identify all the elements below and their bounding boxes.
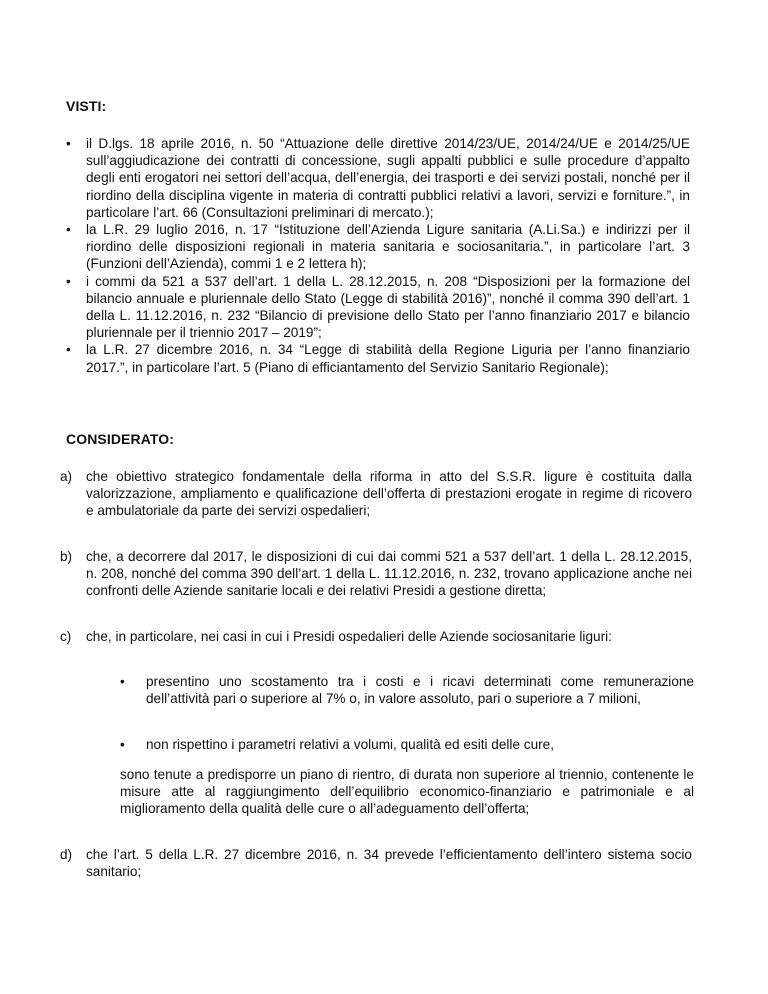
visti-item-text: la L.R. 27 dicembre 2016, n. 34 “Legge di stabilità della Regione Liguria per l’anno finanziario 2017.”, in particolare l’art. 5 (Piano di efficiantamento del Servizio Sanitario Regionale); xyxy=(86,342,690,375)
list-item xyxy=(66,135,690,221)
bullet-icon: • xyxy=(120,674,125,689)
list-item xyxy=(120,673,694,707)
list-item xyxy=(120,736,694,753)
list-item xyxy=(66,221,690,273)
item-marker: c) xyxy=(60,629,72,644)
sub-bullet-text: non rispettino i parametri relativi a volumi, qualità ed esiti delle cure, xyxy=(146,737,555,752)
considerato-item-text: che obiettivo strategico fondamentale della riforma in atto del S.S.R. ligure è costituita dalla valorizzazione, ampliamento e qualificazione dell’offerta di prestazioni erogate in regime di ricovero e ambulatoriale da parte dei servizi ospedalieri; xyxy=(86,469,692,519)
considerato-item-c xyxy=(60,628,692,645)
list-item xyxy=(66,341,690,375)
considerato-item-b xyxy=(60,548,692,600)
considerato-item-text: che, a decorrere dal 2017, le disposizioni di cui dai commi 521 a 537 dell’art. 1 della L. 28.12.2015, n. 208, nonché del comma 390 dell’art. 1 della L. 11.12.2016, n. 232, trovano applicazione anche nei confronti delle Aziende sanitarie locali e dei relativi Presidi a gestione diretta; xyxy=(86,549,692,599)
visti-list xyxy=(66,135,690,376)
bullet-icon: • xyxy=(66,222,71,238)
item-marker: b) xyxy=(60,549,73,564)
considerato-item-text: che, in particolare, nei casi in cui i Presidi ospedalieri delle Aziende sociosanitarie liguri: xyxy=(86,629,612,644)
visti-heading: VISTI: xyxy=(66,98,107,114)
sub-bullet-list-2 xyxy=(120,736,694,753)
bullet-icon: • xyxy=(66,273,71,289)
bullet-icon: • xyxy=(66,342,71,358)
considerato-heading: CONSIDERATO: xyxy=(66,431,175,447)
considerato-item-text: che l’art. 5 della L.R. 27 dicembre 2016, n. 34 prevede l’efficientamento dell’intero sistema socio sanitario; xyxy=(86,847,692,880)
sub-bullet-list-1 xyxy=(120,673,694,707)
item-marker: a) xyxy=(60,469,73,484)
visti-item-text: la L.R. 29 luglio 2016, n. 17 “Istituzione dell’Azienda Ligure sanitaria (A.Li.Sa.) e indirizzi per il riordino delle disposizioni regionali in materia sanitaria e sociosanitaria.”, in particolare l’art. 3 (Funzioni dell’Azienda), commi 1 e 2 lettera h); xyxy=(86,222,690,272)
list-item xyxy=(66,273,690,342)
item-marker: d) xyxy=(60,847,73,862)
bullet-icon: • xyxy=(66,136,71,151)
considerato-continuation: sono tenute a predisporre un piano di rientro, di durata non superiore al triennio, contenente le misure atte al raggiungimento dell’equilibrio economico-finanziario e patrimoniale e al miglioramento della qualità delle cure o all’adeguamento dell’offerta; xyxy=(120,767,694,817)
considerato-item-a xyxy=(60,468,692,520)
visti-item-text: il D.lgs. 18 aprile 2016, n. 50 “Attuazione delle direttive 2014/23/UE, 2014/24/UE e 2014/25/UE sull’aggiudicazione dei contratti di concessione, sugli appalti pubblici e sulle procedure d’appalto degli enti erogatori nei settori dell’acqua, dell’energia, dei trasporti e dei servizi postali, nonché per il riordino della disciplina vigente in materia di contratti pubblici relativi a lavori, servizi e forniture.”, in particolare l’art. 66 (Consultazioni preliminari di mercato.); xyxy=(86,136,690,220)
bullet-icon: • xyxy=(120,737,125,752)
visti-item-text: i commi da 521 a 537 dell’art. 1 della L. 28.12.2015, n. 208 “Disposizioni per la formazione del bilancio annuale e pluriennale dello Stato (Legge di stabilità 2016)”, nonché il comma 390 dell’art. 1 della L. 11.12.2016, n. 232 “Bilancio di previsione dello Stato per l’anno finanziario 2017 e bilancio pluriennale per il triennio 2017 – 2019”; xyxy=(86,273,690,341)
considerato-item-d xyxy=(60,846,692,880)
sub-bullet-text: presentino uno scostamento tra i costi e i ricavi determinati come remunerazione dell’attività pari o superiore al 7% o, in valore assoluto, pari o superiore a 7 milioni, xyxy=(146,674,694,707)
